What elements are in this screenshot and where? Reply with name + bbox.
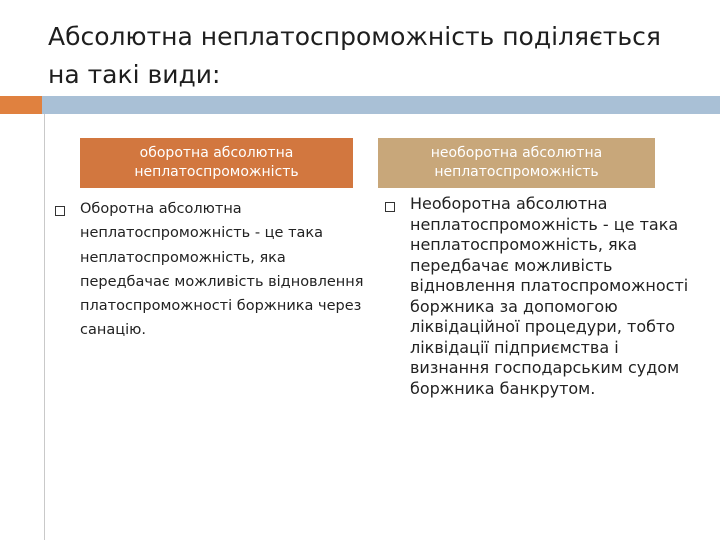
hollow-square-bullet-icon xyxy=(55,206,65,216)
title-accent-bar xyxy=(0,96,42,114)
left-margin-rule xyxy=(44,114,45,540)
irreversible-definition-text: Необоротна абсолютна неплатоспроможність - це така неплатоспроможність, яка передбачає можливість відновлення платоспроможності боржника за допомогою ліквідаційної процедури, тобто ліквідації підприємства і визнання господарським судом боржника банкрутом. xyxy=(410,194,689,398)
column-header-irreversible xyxy=(378,138,655,188)
hollow-square-bullet-icon xyxy=(385,202,395,212)
reversible-definition-text: Оборотна абсолютна неплатоспроможність - це така неплатоспроможність, яка передбачає можливість відновлення платоспроможності боржника через санацію. xyxy=(80,201,364,339)
column-header-irreversible-label: необоротна абсолютна неплатоспроможність xyxy=(430,145,603,180)
title-divider-bar xyxy=(42,96,720,114)
column-header-reversible xyxy=(80,138,353,188)
slide-title: Абсолютна неплатоспроможність поділяється на такі види: xyxy=(48,22,661,89)
column-header-reversible-label: оборотна абсолютна неплатоспроможність xyxy=(134,145,299,180)
